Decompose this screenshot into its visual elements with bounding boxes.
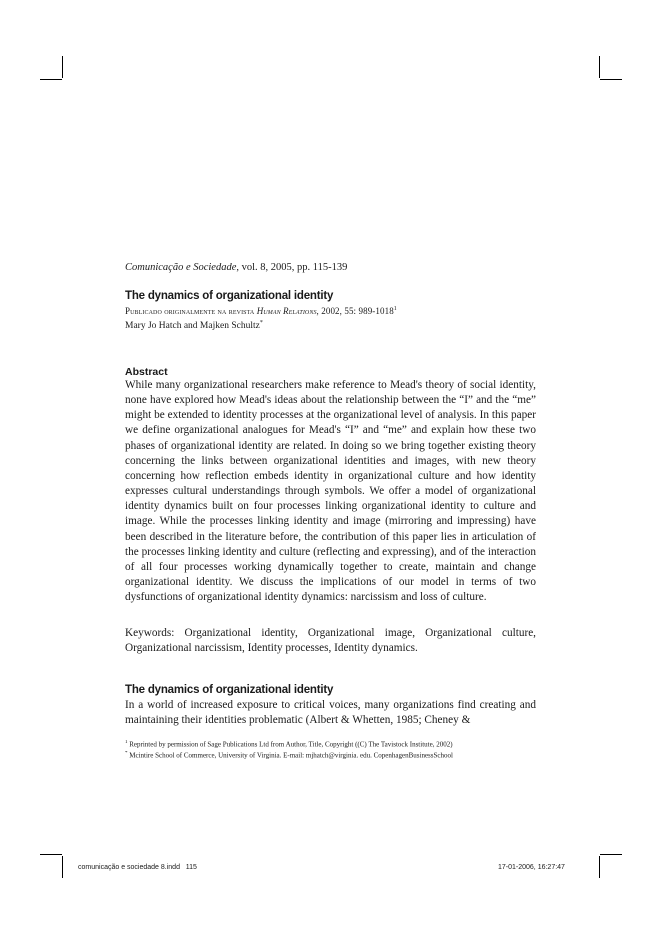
- published-details: , 2002, 55: 989-1018: [316, 306, 394, 316]
- keywords-label: Keywords:: [125, 627, 175, 639]
- footnote-1: [125, 740, 536, 748]
- publication-note: [125, 306, 397, 316]
- footnote-1-mark: 1: [125, 740, 128, 745]
- section-body: In a world of increased exposure to critical voices, many organizations find creating and maintaining their identities problematic (Albert & Whetten, 1985; Cheney &: [125, 699, 536, 727]
- section-heading: The dynamics of organizational identity: [125, 684, 334, 696]
- crop-mark-bottom-left-v: [62, 856, 63, 878]
- authors: [125, 320, 263, 331]
- footnote-1-text: Reprinted by permission of Sage Publications Ltd from Author, Title, Copyright ((C) The Tavistock Institute, 2002): [127, 740, 453, 749]
- crop-mark-top-left-v: [62, 56, 63, 78]
- crop-mark-top-right-h: [600, 79, 622, 80]
- published-journal: Human Relations: [256, 306, 317, 316]
- journal-details: , vol. 8, 2005, pp. 115-139: [236, 262, 348, 273]
- footnote-2-text: Mcintire School of Commerce, University of Virginia. E-mail: mjhatch@virginia. edu. CopenhagenBusinessSchool: [127, 751, 453, 760]
- crop-mark-bottom-right-v: [599, 856, 600, 878]
- print-slug-file: comunicação e sociedade 8.indd 115: [78, 864, 197, 871]
- crop-mark-bottom-left-h: [40, 854, 62, 855]
- keywords: [125, 626, 536, 656]
- crop-mark-bottom-right-h: [600, 854, 622, 855]
- journal-name: Comunicação e Sociedade: [125, 262, 237, 273]
- keywords-text: Organizational identity, Organizational image, Organizational culture, Organizational narcissism, Identity processes, Identity dynamics.: [125, 627, 536, 655]
- crop-mark-top-right-v: [599, 56, 600, 78]
- abstract-body: While many organizational researchers make reference to Mead's theory of social identity, none have explored how Mead's ideas about the relationship between the “I” and the “me” might be extended to identity processes at the organizational level of analysis. In this paper we define organizational analogues for Mead's “I” and “me” and explain how these two phases of organizational identity are related. In doing so we bring together existing theory concerning the links between organizational identities and images, with new theory concerning how reflection embeds identity in organizational culture and how identity expresses cultural understandings through symbols. We offer a model of organizational identity dynamics built on four processes linking organizational identity to culture and image. While the processes linking identity and image (mirroring and impressing) have been described in the literature before, the contribution of this paper lies in articulation of the processes linking identity and culture (reflecting and expressing), and of the interaction of all four processes working dynamically together to create, maintain and change organizational identity. We discuss the implications of our model in terms of two dysfunctions of organizational identity dynamics: narcissism and loss of culture.: [125, 379, 536, 604]
- footnote-2-mark: *: [125, 751, 128, 756]
- footnote-2: [125, 751, 536, 759]
- published-prefix: Publicado originalmente na revista: [125, 306, 257, 316]
- author-names: Mary Jo Hatch and Majken Schultz: [125, 321, 260, 332]
- journal-citation: [125, 262, 347, 273]
- authors-footnote-mark: *: [259, 320, 263, 326]
- article-title: The dynamics of organizational identity: [125, 290, 334, 302]
- published-footnote-mark: 1: [393, 306, 397, 312]
- print-slug-timestamp: 17-01-2006, 16:27:47: [498, 864, 565, 871]
- abstract-heading: Abstract: [125, 366, 168, 378]
- crop-mark-top-left-h: [40, 79, 62, 80]
